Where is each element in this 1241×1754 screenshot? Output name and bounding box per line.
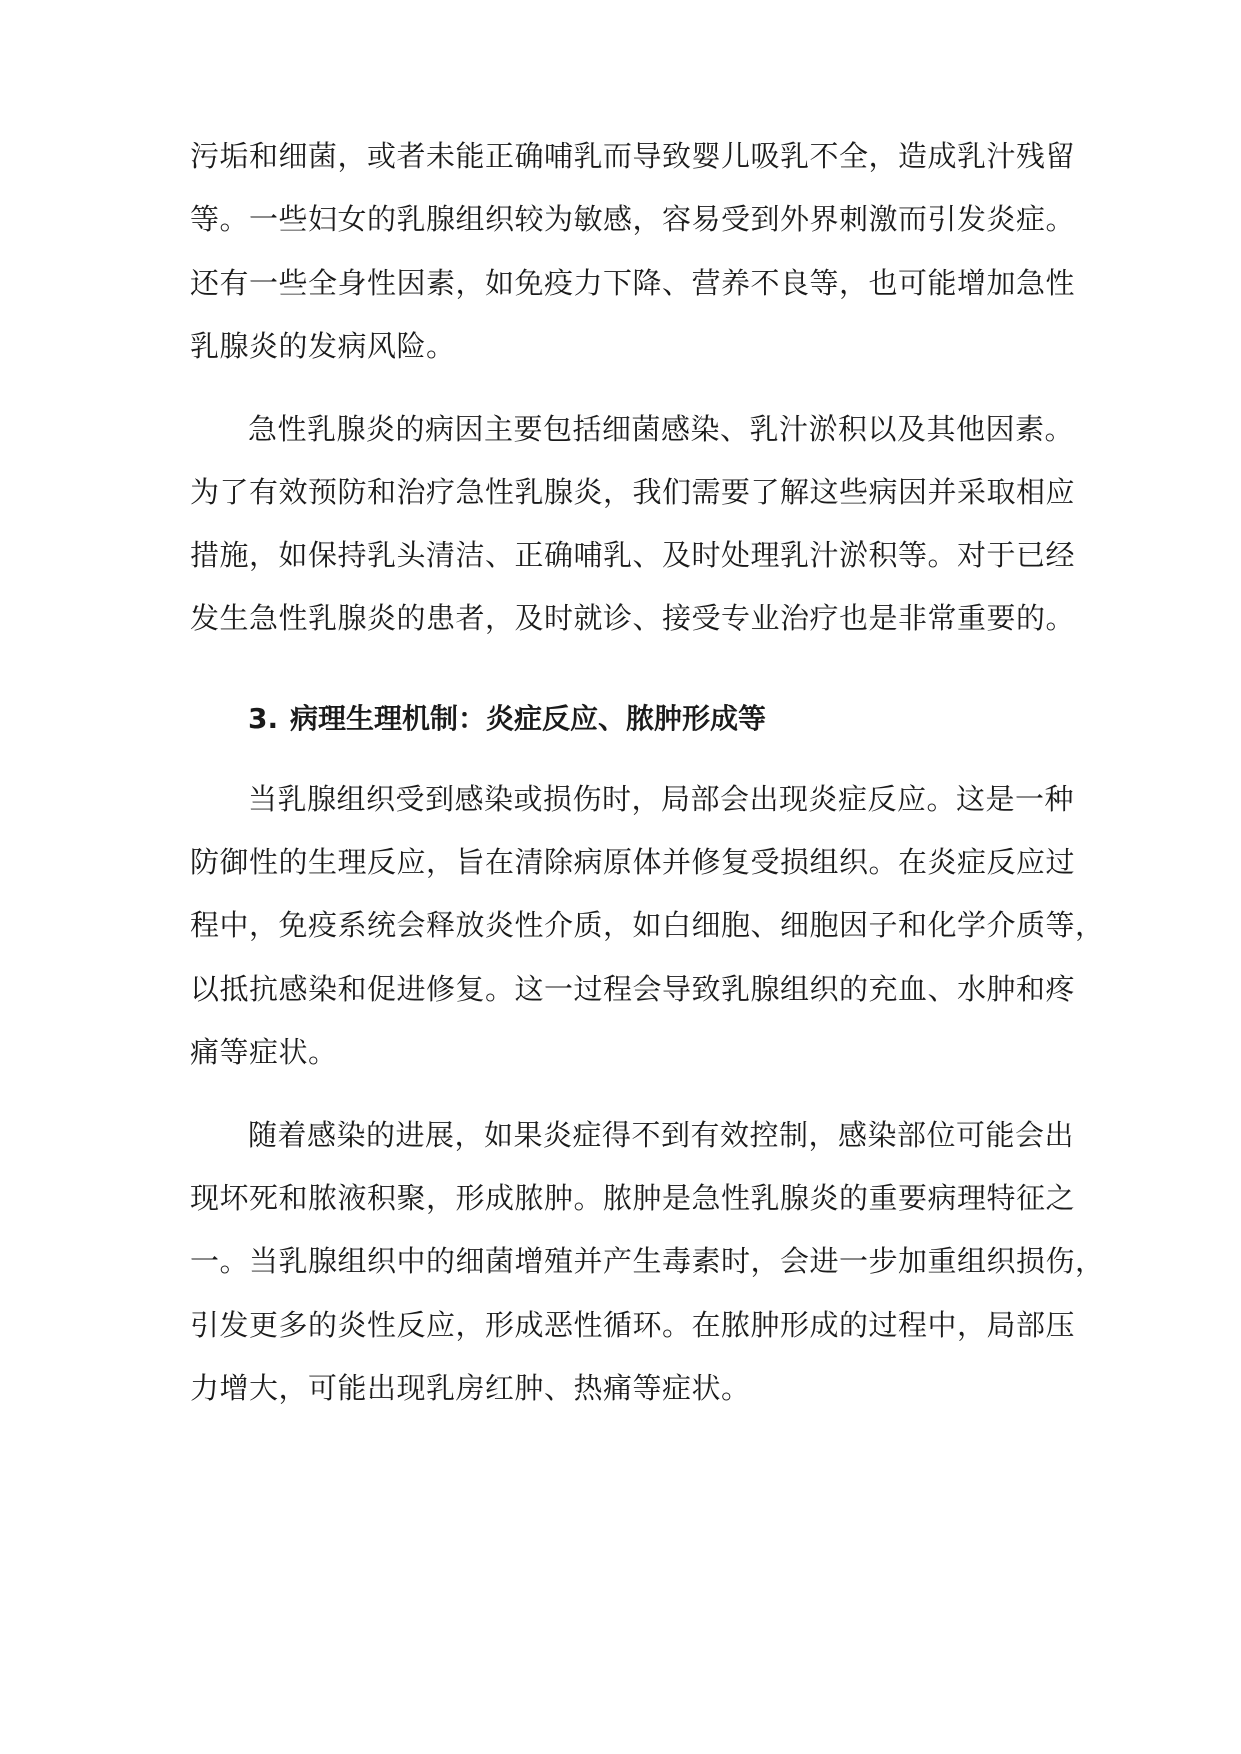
section-heading	[248, 699, 766, 739]
section-title: 病理生理机制：炎症反应、脓肿形成等	[290, 702, 767, 735]
paragraph-1-line-3: 还有一些全身性因素，如免疫力下降、营养不良等，也可能增加急性	[190, 266, 1076, 300]
paragraph-2-line-3: 措施，如保持乳头清洁、正确哺乳、及时处理乳汁淤积等。对于已经	[190, 538, 1076, 572]
paragraph-3-line-1: 当乳腺组织受到感染或损伤时，局部会出现炎症反应。这是一种	[248, 782, 1075, 816]
paragraph-4-line-4: 引发更多的炎性反应，形成恶性循环。在脓肿形成的过程中，局部压	[190, 1308, 1076, 1342]
paragraph-3-line-5: 痛等症状。	[190, 1035, 338, 1069]
paragraph-1-line-2: 等。一些妇女的乳腺组织较为敏感，容易受到外界刺激而引发炎症。	[190, 202, 1076, 236]
paragraph-4-line-2: 现坏死和脓液积聚，形成脓肿。脓肿是急性乳腺炎的重要病理特征之	[190, 1181, 1076, 1215]
paragraph-4-line-5: 力增大，可能出现乳房红肿、热痛等症状。	[190, 1371, 751, 1405]
paragraph-2-line-2: 为了有效预防和治疗急性乳腺炎，我们需要了解这些病因并采取相应	[190, 475, 1076, 509]
paragraph-2-line-1: 急性乳腺炎的病因主要包括细菌感染、乳汁淤积以及其他因素。	[248, 412, 1075, 446]
paragraph-3-line-3: 程中，免疫系统会释放炎性介质，如白细胞、细胞因子和化学介质等，	[190, 908, 1105, 942]
paragraph-4-line-3: 一。当乳腺组织中的细菌增殖并产生毒素时，会进一步加重组织损伤，	[190, 1244, 1105, 1278]
paragraph-2-line-4: 发生急性乳腺炎的患者，及时就诊、接受专业治疗也是非常重要的。	[190, 601, 1076, 635]
paragraph-3-line-2: 防御性的生理反应，旨在清除病原体并修复受损组织。在炎症反应过	[190, 845, 1076, 879]
paragraph-1-line-1: 污垢和细菌，或者未能正确哺乳而导致婴儿吸乳不全，造成乳汁残留	[190, 139, 1076, 173]
section-number: 3.	[248, 702, 279, 735]
paragraph-4-line-1: 随着感染的进展，如果炎症得不到有效控制，感染部位可能会出	[248, 1118, 1075, 1152]
paragraph-1-line-4: 乳腺炎的发病风险。	[190, 329, 456, 363]
paragraph-3-line-4: 以抵抗感染和促进修复。这一过程会导致乳腺组织的充血、水肿和疼	[190, 972, 1076, 1006]
